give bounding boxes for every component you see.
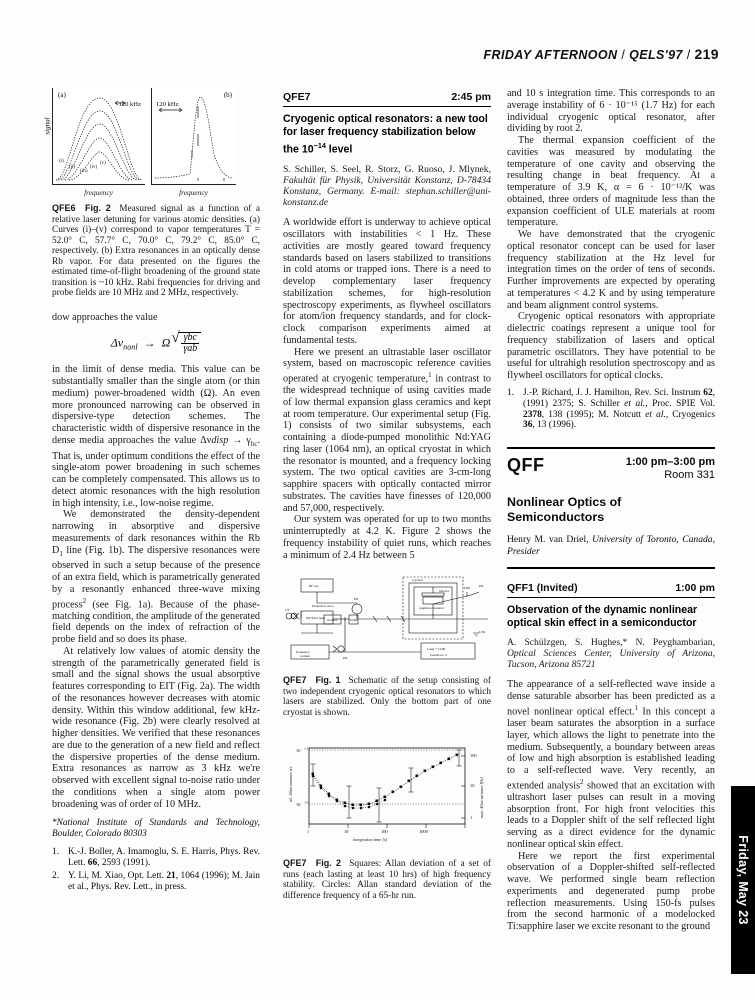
svg-text:10: 10	[296, 802, 301, 808]
spectra-panel-a	[43, 88, 145, 185]
svg-text:sapphire resonator: sapphire resonator	[419, 606, 444, 611]
col2-paragraph-2: Here we present an ultrastable laser oscillator system, based on macroscopic reference cavities operated at cryogenic temperature,$^1$ in contrast to the widespread technique of using cavities made of low thermal expansion glass ceramics and kept at room temperature. Our experimental setup (Fig. 1) consists of two similar subsystems, each containing a diode-pumped monolithic Nd:YAG ring laser (1064 nm), an optical cryostat in which the resonator is mounted, and a frequency locking system. The two optical cavities are 3-cm-long sapphire spacers with optically contacted mirror substrates. The cavities have finesses of 120,000 and 57,000, respectively.	[283, 346, 491, 514]
figure-qfe7-fig1-caption-text: Schematic of the setup consisting of two independent cryogenic optical resonators to which lasers are stabilized. Only the bottom part of one cryostat is shown.	[283, 676, 491, 718]
reference-text-part: Y. Li, M. Xiao, Opt. Lett.	[68, 870, 167, 881]
reference-text-tail: , 13 (1996).	[532, 420, 577, 431]
svg-text:LN2: LN2	[479, 630, 486, 635]
svg-text:10: 10	[470, 783, 475, 789]
reference-item	[52, 871, 260, 893]
paper-qfe7-title-line3-post: level	[325, 143, 353, 156]
figure-qfe6-caption-code: QFE6	[52, 203, 76, 213]
reference-number: 1.	[507, 387, 515, 398]
col1-paragraph-4: At relatively low values of atomic density the strength of the parametrically generated field is small and the signal shows the usual absorptive features corresponding to EIT (Fig. 2a). The width of the resonances however decreases with atomic density. Within this window additional, few kHz-wide resonance (Fig. 2b) were clearly resolved at higher densities. We verified that these resonances are due to the generation of a new field and reflect the dispersive properties of the dense medium. Extra resonances as narrow as 3 kHz we're observed with excellent signal to-noise ratio under the conditions when a single atom power broadening was of order of 10 MHz.	[52, 645, 260, 810]
paper-qff1-time: 1:00 pm	[675, 581, 715, 594]
svg-text:system no. 2: system no. 2	[430, 653, 448, 658]
svg-text:1: 1	[307, 829, 310, 835]
col3-paragraph-3: We have demonstrated that the cryogenic optical resonator concept can be used for laser frequency stabilization at the Hz level for integration times on the order of tens of seconds. Further improvements are expected by operating at temperatures < 4.2 K and by using temperature and beam alignment control systems.	[507, 229, 715, 311]
svg-text:integration time [s]: integration time [s]	[353, 837, 388, 843]
figure-qfe7-fig1-caption-figno: Fig. 1	[315, 675, 341, 686]
svg-text:100: 100	[381, 829, 388, 835]
reference-number: 1.	[52, 847, 60, 858]
col1-paragraph-3-text-b: line (Fig. 1b). The dispersive resonances were observed in such a setup because of the presence of an extra field, which is parametrically generated by a resonantly enhanced three-wave mixing process	[52, 544, 260, 610]
paper-qfe7-authors-affiliation: Fakultät für Physik, Universität Konstanz, D-78434 Konstanz, Germany. E-mail: stephan.schiller@uni-konstanz.de	[283, 174, 491, 209]
col1-paragraph-2: in the limit of dense media. This value can be substantially smaller than the single atom (or thin medium) power-broadened width (Ω). An even more pronounced narrowing can be observed in dispersive-type detection schemes. The characteristic width of dispersive resonance in the dense media approaches the value Δνdisp → $\gamma_{bc}$. That is, under optimum conditions the effect of the single-atom power broadening in such schemes can be completely compensated. This allows us to detect atomic resonances with the high resolution in high intensity, i.e., low-noise regime.	[52, 364, 260, 509]
session-qff-title-line1: Nonlinear Optics of	[507, 495, 622, 510]
session-qff	[507, 447, 715, 568]
session-qff-room: Room 331	[664, 469, 715, 482]
session-qff-timeblock	[626, 455, 715, 481]
svg-text:LHe: LHe	[464, 586, 471, 591]
col1-paragraph-2-text-b: . That is, under optimum conditions the effect of the single-atom power broadening in such schemes can be completely compensated. This allows us to detect atomic resonances with the high resolution in high intensity, i.e., low-noise regime.	[52, 434, 260, 509]
column-middle	[283, 88, 491, 901]
paper-qfe7-title-line2: for laser frequency stabilization below	[283, 126, 476, 138]
col2-paragraph-2-a: Here we present an ultrastable laser oscillator system, based on macroscopic reference cavities operated at cryogenic temperature,	[283, 346, 491, 385]
column-left	[43, 88, 260, 895]
svg-text:(ii): (ii)	[69, 165, 76, 170]
running-head-conference: QELS'97	[629, 48, 683, 62]
spectra-panel-b-linewidth: 120 kHz	[156, 101, 179, 108]
svg-text:100: 100	[470, 753, 477, 759]
figure-qfe7-fig2-caption	[283, 858, 491, 901]
svg-text:cryostat: cryostat	[412, 578, 423, 583]
session-qff-presider	[507, 534, 715, 556]
col3-paragraph-5-b: In this concept a laser beam saturates the absorption in a surface layer, which allows the light to penetrate into the medium. Subsequently, a boundary between areas of low and high absorption is established leading to a self-reflected wave. Very recently, an extended analysis	[507, 706, 716, 792]
svg-text:EOM: EOM	[350, 618, 358, 623]
col3-paragraph-1: and 10 s integration time. This corresponds to an average instability of 6 · 10⁻¹⁵ (1.7 Hz) for each individual cryogenic optical resonator, after dividing by root 2.	[507, 88, 715, 135]
svg-text:1: 1	[470, 815, 473, 821]
col3-paragraph-6: Here we report the first experimental observation of a Doppler-shifted self-reflected wave. We performed single beam reflection experiments and degenerated pump probe reflection measurements. Using 150-fs pulses from the second harmonic of a modelocked Ti:sapphire laser we excite resonant to the ground	[507, 850, 715, 933]
paper-qfe7-title-exponent: −14	[313, 141, 326, 150]
paper-qfe7-authors	[283, 164, 491, 209]
figure-qfe6-fig2	[43, 88, 260, 299]
paper-qfe7-rule	[283, 106, 491, 107]
svg-text:λ/2: λ/2	[285, 608, 290, 613]
reference-text-part: , Cryogenics	[665, 409, 715, 420]
col1-paragraph-3-text-c: (see Fig. 1a). Because of the phase-matching condition, the amplitude of the generated field depends on the index of refraction of the probe field and so does its phase.	[52, 598, 260, 646]
session-qff-presider-affiliation: University of Toronto, Canada, Presider	[507, 534, 715, 557]
paper-qff1-header	[507, 579, 715, 597]
session-qff-rule-top	[507, 447, 715, 449]
svg-text:1000: 1000	[419, 829, 428, 835]
figure-qfe7-fig2-caption-text: Squares: Allan deviation of a set of runs (each lasting at least 10 hrs) of high frequency stability. Circles: Allan standard deviation of the difference frequency of a 65-hr run.	[283, 859, 491, 901]
paper-qff1-code: QFF1 (Invited)	[507, 581, 578, 594]
col3-paragraph-5: The appearance of a self-reflected wave inside a dense saturable absorber has been predicted as a novel nonlinear optical effect.$^1$ In this concept a laser beam saturates the absorption in a surface layer, which allows the light to penetrate into the medium. Subsequently, a boundary between areas of low and high absorption is established leading to a self-reflected wave. Very recently, an extended analysis$^2$ showed that an excitation with ultrashort laser pulses can result in a moving absorption front. For high front velocities this leads to a Doppler shift of the self reflected light serving as a direct evidence for the dynamic nonlinear optical skin effect.	[507, 679, 716, 850]
svg-text:RF osc.: RF osc.	[309, 584, 320, 589]
session-qff-presider-name: Henry M. van Driel,	[507, 534, 593, 546]
reference-item	[52, 847, 260, 869]
schematic-diagram	[283, 573, 491, 669]
spectra-panel-a-label: (a)	[58, 91, 66, 99]
reference-text-part: , Proc. SPIE Vol.	[645, 398, 715, 409]
paper-qfe7-code: QFE7	[283, 91, 311, 103]
spectra-panel-a-ylabel: signal	[43, 117, 52, 135]
paper-qfe7-time: 2:45 pm	[451, 91, 491, 103]
session-qff-time: 1:00 pm–3:00 pm	[625, 456, 715, 469]
spectra-panel-b-curve	[152, 88, 236, 184]
spectra-panel-b-label: (b)	[223, 91, 232, 99]
reference-volume: 21	[166, 870, 176, 881]
spectra-figure-panels	[43, 88, 260, 197]
svg-text:(iv): (iv)	[90, 165, 98, 170]
figure-qfe6-caption	[52, 203, 260, 299]
reference-text-part: J.-P. Richard, J. J. Hamilton, Rev. Sci. Instrum	[523, 387, 704, 398]
reference-text	[68, 871, 260, 893]
svg-text:counter: counter	[300, 654, 311, 659]
paper-qfe7-title	[283, 113, 491, 157]
spectra-panel-a-curves	[53, 88, 145, 184]
paper-qff1-authors-affiliation: Optical Sciences Center, University of Arizona, Tucson, Arizona 85721	[507, 647, 715, 671]
paper-qfe7-title-line3-pre: the 10	[283, 143, 314, 156]
reference-text-part: K.-J. Boller, A. Imamoglu, S. E. Harris, Phys. Rev. Lett.	[68, 847, 260, 868]
svg-text:(i): (i)	[59, 159, 64, 164]
svg-text:mirrors: mirrors	[439, 589, 449, 594]
reference-volume: 2378	[523, 409, 542, 420]
spectra-panel-b-xlabel: frequency	[179, 188, 208, 197]
reference-text-part: , (1991) 2375; S. Schiller	[523, 387, 715, 409]
figure-qfe7-fig2-caption-figno: Fig. 2	[315, 858, 342, 869]
paper-qff1-rule	[507, 597, 715, 598]
col1-footnote: *National Institute of Standards and Technology, Boulder, Colorado 80303	[52, 818, 260, 840]
running-head-sep-1: /	[621, 48, 626, 62]
reference-text-tail: , 2593 (1991).	[97, 857, 151, 868]
running-head-session: FRIDAY AFTERNOON	[483, 48, 618, 62]
column-right	[507, 88, 715, 933]
col3-paragraph-4: Cryogenic optical resonators with appropriate dielectric coatings represent a unique tool for frequency stabilization of lasers and optical parametric oscillators. They have potential to be useful for ultrahigh resolution spectroscopy and as flywheel oscillators for optical clocks.	[507, 311, 715, 381]
figure-qfe7-fig1-caption-code: QFE7	[283, 675, 307, 686]
paper-qfe7-title-line1: Cryogenic optical resonators: a new tool	[283, 113, 488, 125]
figure-qfe7-fig1-caption	[283, 675, 491, 718]
col2-paragraph-2-b: in contrast to the widespread technique of using cavities made of low thermal expansion glass ceramics and kept at room temperature. Our experimental setup (Fig. 1) consists of two similar subsystems, each containing a diode-pumped monolithic Nd:YAG ring laser (1064 nm), an optical cryostat in which the resonator is mounted, and a frequency locking system. The two optical cavities are 3-cm-long sapphire spacers with optically contacted mirror substrates. The cavities have finesses of 120,000 and 57,000, respectively.	[283, 373, 491, 514]
session-qff-header	[507, 455, 715, 481]
running-head	[484, 46, 719, 62]
reference-text-part: , 138 (1995); M. Notcutt	[541, 409, 646, 420]
figure-qfe7-fig2-caption-code: QFE7	[283, 858, 307, 869]
col1-paragraph-3-text: We demonstrated the density-dependent narrowing in absorptive and dispersive measurements of dark resonances within the Rb D	[52, 509, 260, 556]
reference-volume: 62	[703, 387, 713, 398]
svg-text:frequency: frequency	[296, 650, 310, 655]
reference-number: 2.	[52, 870, 60, 881]
figure-qfe7-fig2	[283, 740, 491, 901]
svg-text:frequency servo: frequency servo	[312, 604, 334, 609]
side-tab-label: Friday, May 23	[736, 835, 750, 925]
spectra-panel-b	[151, 88, 236, 185]
col1-equation: $\Delta\nu_{nonl} \to \Omega$ √ $\frac{\text{γbc}}{\text{γab}}$	[52, 332, 260, 354]
col1-paragraph-3: We demonstrated the density-dependent narrowing in absorptive and dispersive measurements of dark resonances within the Rb $D_1$ line (Fig. 1b). The dispersive resonances were observed in such a setup because of the presence of an extra field, which is parametrically generated by a resonantly enhanced three-wave mixing process$^2$ (see Fig. 1a). Because of the phase-matching condition, the amplitude of the generated field depends on the index of refraction of the probe field and so does its phase.	[52, 509, 260, 646]
page-number: 219	[694, 46, 719, 62]
svg-text:Laser + COR: Laser + COR	[427, 647, 446, 652]
col3-reference-list	[507, 388, 715, 432]
svg-text:10: 10	[296, 748, 301, 754]
side-tab-day	[731, 786, 755, 974]
running-head-sep-2: /	[686, 48, 691, 62]
svg-text:Nd:YAG laser: Nd:YAG laser	[306, 616, 326, 621]
col1-paragraph-2-text: in the limit of dense media. This value can be substantially smaller than the single atom (or thin medium) power-broadened width (Ω). An even more pronounced narrowing can be observed in dispersive-type detection schemes. The characteristic width of dispersive resonance in the dense media approaches the value Δν	[52, 364, 260, 446]
col1-paragraph-1: dow approaches the value	[52, 311, 158, 323]
col2-paragraph-1: A worldwide effort is underway to achieve optical oscillators with instabilities < 1 Hz. These activities are mostly geared toward frequency standards based on lasers stabilized to transitions in cold atoms or trapped ions. There is a need to develop complementary laser frequency stabilization schemes, for high-resolution spectroscopy experiments, as flywheel oscillators for atom/ion frequency standards, and for clock-clock comparison experiments aimed at fundamental tests.	[283, 217, 491, 346]
session-qff-rule-bottom	[507, 567, 715, 569]
reference-text	[523, 388, 715, 432]
svg-text:-14: -14	[304, 800, 308, 805]
figure-qfe7-fig1	[283, 573, 491, 718]
reference-text	[68, 847, 260, 869]
paper-qff1-authors	[507, 637, 715, 671]
reference-etal: et al.	[624, 398, 646, 409]
paper-qff1-authors-names: A. Schülzgen, S. Hughes,* N. Peyghambarian,	[507, 636, 715, 648]
svg-text:PD: PD	[354, 597, 359, 602]
session-qff-code: QFF	[507, 455, 545, 476]
spectra-panel-a-linewidth: 120 kHz	[118, 101, 141, 108]
col3-paragraph-5-c: showed that an excitation with ultrashort laser pulses can result in a moving absorption front. For high front velocities this leads to a Doppler shift of the self reflected light serving as a direct evidence for the dynamic nonlinear optical skin effect.	[507, 780, 716, 850]
svg-text:(iii): (iii)	[80, 169, 88, 174]
reference-volume: 66	[87, 857, 98, 868]
figure-qfe6-caption-text: Measured signal as a function of a relative laser detuning for various atomic densities. (a) Curves (i)–(v) correspond to vapor temperatures T = 52.0° C, 57.7° C, 70.0° C, 79.2° C, 85.0° C, respectively. (b) Extra resonances in an optically dense Rb vapor. For data presented on the figures the estimated time-of-flight broadening of the ground state transition is ~10 kHz. Rabi frequencies for driving and probe fields are 10 MHz and 2 MHz, respectively.	[52, 204, 260, 298]
paper-qff1	[507, 579, 715, 671]
reference-etal: et al.	[645, 409, 666, 420]
reference-item	[507, 388, 715, 432]
paper-qff1-title-line2: optical skin effect in a semiconductor	[507, 616, 697, 629]
svg-text:-13: -13	[304, 746, 308, 751]
spectra-panel-a-xlabel: frequency	[84, 188, 113, 197]
svg-text:nom. Allan variance [Hz]: nom. Allan variance [Hz]	[479, 777, 484, 819]
svg-text:(v): (v)	[100, 161, 106, 166]
figure-qfe6-caption-figno: Fig. 2	[85, 203, 111, 213]
paper-qfe7-authors-names: S. Schiller, S. Seel, R. Storz, G. Ruoso, J. Mlynek,	[283, 163, 491, 175]
svg-text:isolator: isolator	[327, 618, 338, 623]
equation-sqrt: √ $\frac{\text{γbc}}{\text{γab}}$	[173, 332, 201, 354]
reference-volume: 36	[523, 420, 533, 431]
paper-qfe7-header	[283, 88, 491, 106]
paper-qff1-title	[507, 604, 715, 630]
paper-qff1-title-line1: Observation of the dynamic nonlinear	[507, 603, 698, 616]
svg-text:10: 10	[344, 829, 349, 835]
col3-paragraph-5-a: The appearance of a self-reflected wave inside a dense saturable absorber has been predicted as a novel nonlinear optical effect.	[507, 679, 715, 718]
col1-reference-list	[52, 847, 260, 893]
svg-text:rel. Allan variance σ/ν: rel. Allan variance σ/ν	[288, 766, 293, 803]
session-qff-title-line2: Semiconductors	[507, 510, 605, 525]
svg-text:PD: PD	[479, 584, 484, 589]
reference-text-tail: , 1064 (1996); M. Jain et al., Phys. Rev. Lett., in press.	[68, 870, 260, 892]
session-qff-title	[507, 495, 715, 525]
col2-paragraph-3: Our system was operated for up to two months uninterruptedly at 4.2 K. Figure 2 shows the frequency instability of quiet runs, which reaches a minimum of 2.4 Hz between 5	[283, 514, 491, 561]
svg-text:PD: PD	[343, 656, 348, 661]
allan-deviation-chart	[283, 740, 491, 852]
col3-paragraph-2: The thermal expansion coefficient of the cavities was measured by modulating the temperature of one cavity and observing the resulting change in beat frequency. At a temperature of 3.9 K, α = 6 · 10⁻¹²/K was obtained, three orders of magnitude less than the expansion coefficient of ULE materials at room temperature.	[507, 135, 715, 229]
